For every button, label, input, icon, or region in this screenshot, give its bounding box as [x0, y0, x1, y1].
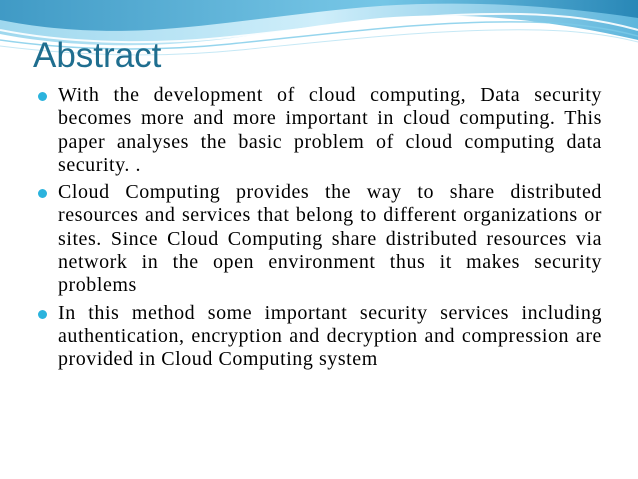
bullet-marker-icon — [38, 92, 47, 101]
bullet-item — [36, 302, 602, 372]
slide-title: Abstract — [33, 36, 162, 75]
bullet-list — [36, 84, 602, 376]
bullet-text: In this method some important security services including authentication, encryption and decryption and compression are provided in Cloud Computing system — [58, 301, 602, 371]
bullet-text: Cloud Computing provides the way to share distributed resources and services that belong to different organizations or sites. Since Cloud Computing share distributed resources via network in the open environment thus it makes security problems — [58, 181, 602, 297]
bullet-item — [36, 84, 602, 177]
bullet-item — [36, 181, 602, 297]
bullet-text: With the development of cloud computing, Data security becomes more and more important in cloud computing. This paper analyses the basic problem of cloud computing data security. . — [58, 84, 602, 176]
bullet-marker-icon — [38, 189, 47, 198]
bullet-marker-icon — [38, 310, 47, 319]
